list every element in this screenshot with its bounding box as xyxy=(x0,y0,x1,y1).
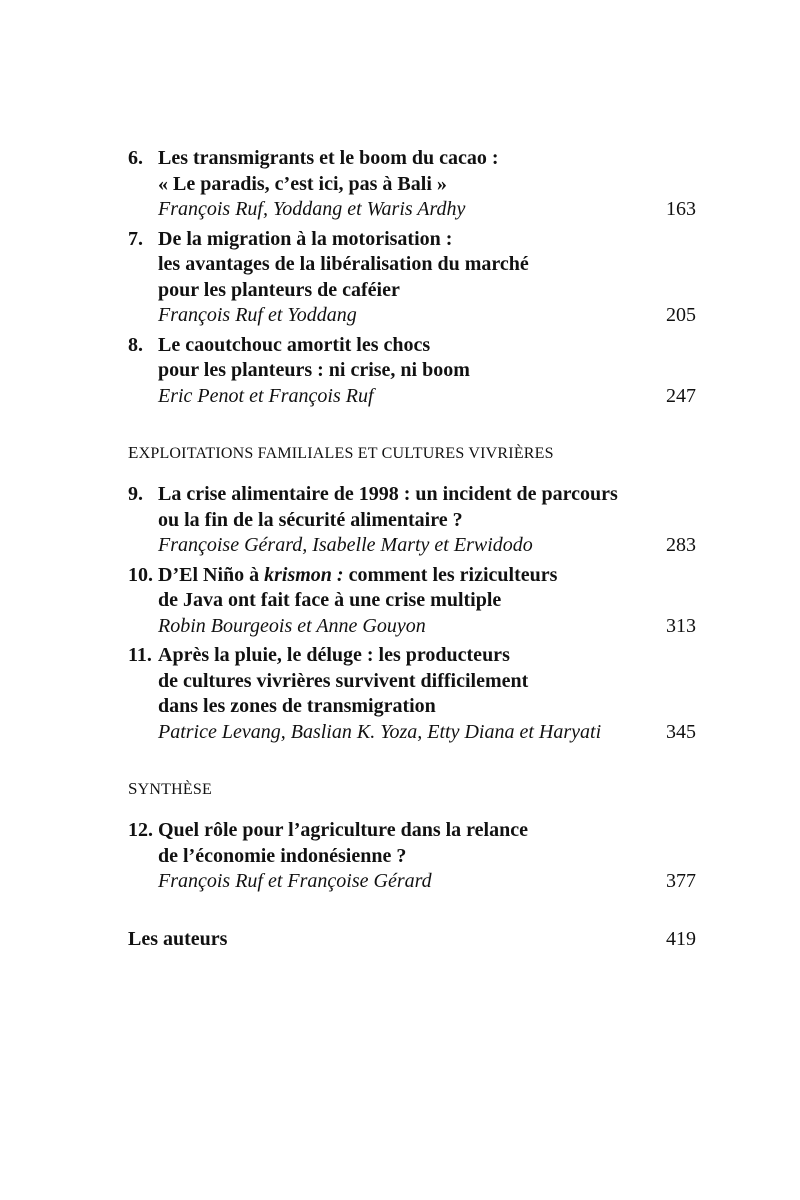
entry-title-line: de cultures vivrières survivent difficilement xyxy=(158,669,529,692)
toc-entry-8[interactable] xyxy=(128,333,696,410)
entry-authors: Eric Penot et François Ruf xyxy=(158,384,374,407)
toc-entry-6[interactable] xyxy=(128,146,696,223)
toc-entry-12[interactable] xyxy=(128,818,696,895)
entry-authors: Patrice Levang, Baslian K. Yoza, Etty Diana et Haryati xyxy=(158,720,602,743)
toc-entry-7[interactable] xyxy=(128,227,696,329)
entry-title-italic: krismon : xyxy=(264,563,344,586)
entry-title-part: D’El Niño à xyxy=(158,563,265,586)
toc-entry-11[interactable] xyxy=(128,643,696,745)
entry-page-number: 283 xyxy=(666,534,696,556)
entry-page-number: 313 xyxy=(666,614,696,637)
entry-page-number: 377 xyxy=(666,870,696,892)
entry-title-line: « Le paradis, c’est ici, pas à Bali » xyxy=(158,172,447,195)
entry-title-part: comment les riziculteurs xyxy=(343,563,558,586)
entry-title-line: ou la fin de la sécurité alimentaire ? xyxy=(158,508,463,531)
entry-number: 8. xyxy=(128,333,143,356)
entry-authors: François Ruf et Yoddang xyxy=(158,304,357,326)
entry-page-number: 163 xyxy=(666,198,696,220)
entry-number: 11. xyxy=(128,644,152,666)
toc-entry-10[interactable] xyxy=(128,563,696,640)
entry-number: 6. xyxy=(128,147,143,169)
entry-title-line: de l’économie indonésienne ? xyxy=(158,844,407,867)
entry-title-line: De la migration à la motorisation : xyxy=(158,227,453,250)
entry-authors: Robin Bourgeois et Anne Gouyon xyxy=(158,614,426,637)
entry-number: 12. xyxy=(128,819,153,841)
entry-title-line: pour les planteurs de caféier xyxy=(158,278,400,301)
entry-title-line: Quel rôle pour l’agriculture dans la relance xyxy=(158,819,528,841)
section-heading-synthese: SYNTHÈSE xyxy=(128,779,212,798)
toc-entry-authors[interactable] xyxy=(128,927,696,953)
entry-title-line: les avantages de la libéralisation du marché xyxy=(158,253,529,275)
entry-title: Les auteurs xyxy=(128,927,228,950)
entry-authors: Françoise Gérard, Isabelle Marty et Erwidodo xyxy=(158,534,533,556)
entry-title-line: Les transmigrants et le boom du cacao : xyxy=(158,147,499,169)
entry-page-number: 345 xyxy=(666,720,696,743)
toc-entry-9[interactable] xyxy=(128,482,696,559)
entry-title-line: La crise alimentaire de 1998 : un incident de parcours xyxy=(158,483,618,505)
entry-title-line: de Java ont fait face à une crise multiple xyxy=(158,589,502,611)
entry-title-line: Après la pluie, le déluge : les producteurs xyxy=(158,644,510,666)
entry-page-number: 247 xyxy=(666,384,696,407)
entry-number: 10. xyxy=(128,563,153,586)
entry-authors: François Ruf et Françoise Gérard xyxy=(158,870,432,892)
table-of-contents xyxy=(128,146,696,952)
entry-title-line: Le caoutchouc amortit les chocs xyxy=(158,333,431,356)
entry-authors: François Ruf, Yoddang et Waris Ardhy xyxy=(158,198,466,220)
entry-title-line: pour les planteurs : ni crise, ni boom xyxy=(158,359,470,381)
entry-number: 9. xyxy=(128,483,143,505)
entry-number: 7. xyxy=(128,227,143,250)
section-heading-exploitations: EXPLOITATIONS FAMILIALES ET CULTURES VIVRIÈRES xyxy=(128,443,554,462)
entry-page-number: 419 xyxy=(666,927,696,950)
entry-page-number: 205 xyxy=(666,304,696,326)
entry-title-line: dans les zones de transmigration xyxy=(158,695,436,717)
